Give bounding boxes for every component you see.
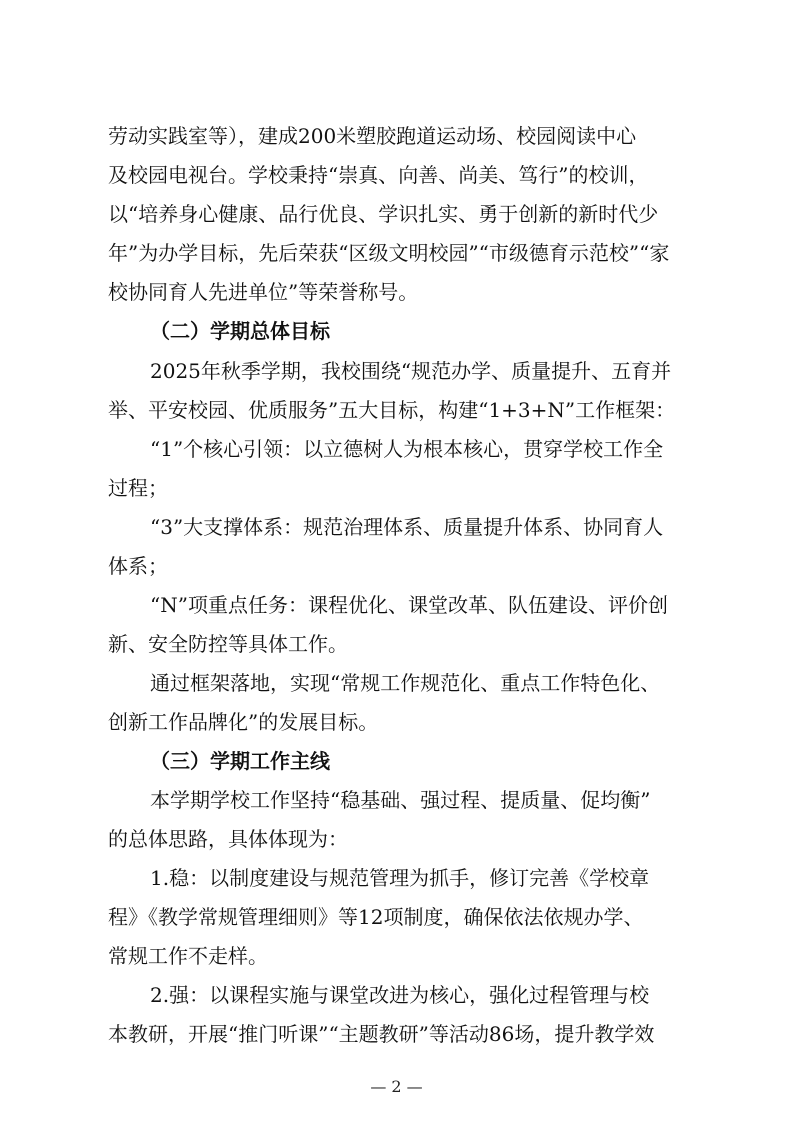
paragraph-line-15: 通过框架落地，实现“常规工作规范化、重点工作特色化、 xyxy=(150,671,661,695)
paragraph-line-10: 过程； xyxy=(108,476,168,500)
paragraph-line-2: 及校园电视台。学校秉持“崇真、向善、尚美、笃行”的校训， xyxy=(108,163,649,187)
paragraph-line-9: “1”个核心引领：以立德树人为根本核心，贯穿学校工作全 xyxy=(150,437,664,461)
paragraph-line-16: 创新工作品牌化”的发展目标。 xyxy=(108,710,379,734)
paragraph-line-22: 常规工作不走样。 xyxy=(108,944,268,968)
paragraph-line-7: 2025年秋季学期，我校围绕“规范办学、质量提升、五育并 xyxy=(150,359,672,383)
paragraph-line-20: 1.稳：以制度建设与规范管理为抓手，修订完善《学校章 xyxy=(150,866,650,890)
paragraph-line-4: 年”为办学目标，先后荣获“区级文明校园”“市级德育示范校”“家 xyxy=(108,241,670,265)
paragraph-line-21: 程》《教学常规管理细则》等12项制度，确保依法依规办学、 xyxy=(108,905,644,929)
paragraph-line-18: 本学期学校工作坚持“稳基础、强过程、提质量、促均衡” xyxy=(150,788,651,812)
paragraph-line-3: 以“培养身心健康、品行优良、学识扎实、勇于创新的新时代少 xyxy=(108,202,659,226)
paragraph-line-5: 校协同育人先进单位”等荣誉称号。 xyxy=(108,280,419,304)
paragraph-line-11: “3”大支撑体系：规范治理体系、质量提升体系、协同育人 xyxy=(150,515,664,539)
paragraph-line-24: 本教研，开展“推门听课”“主题教研”等活动86场，提升教学效 xyxy=(108,1022,655,1046)
section-heading-3: （三）学期工作主线 xyxy=(150,749,330,773)
paragraph-line-12: 体系； xyxy=(108,554,168,578)
paragraph-line-1: 劳动实践室等），建成200米塑胶跑道运动场、校园阅读中心 xyxy=(108,124,637,148)
paragraph-line-13: “N”项重点任务：课程优化、课堂改革、队伍建设、评价创 xyxy=(150,593,668,617)
page-number: — 2 — xyxy=(370,1077,423,1096)
section-heading-2: （二）学期总体目标 xyxy=(150,319,330,343)
paragraph-line-14: 新、安全防控等具体工作。 xyxy=(108,632,348,656)
paragraph-line-19: 的总体思路，具体体现为： xyxy=(108,827,348,851)
paragraph-line-8: 举、平安校园、优质服务”五大目标，构建“1+3+N”工作框架： xyxy=(108,398,676,422)
paragraph-line-23: 2.强：以课程实施与课堂改进为核心，强化过程管理与校 xyxy=(150,983,650,1007)
